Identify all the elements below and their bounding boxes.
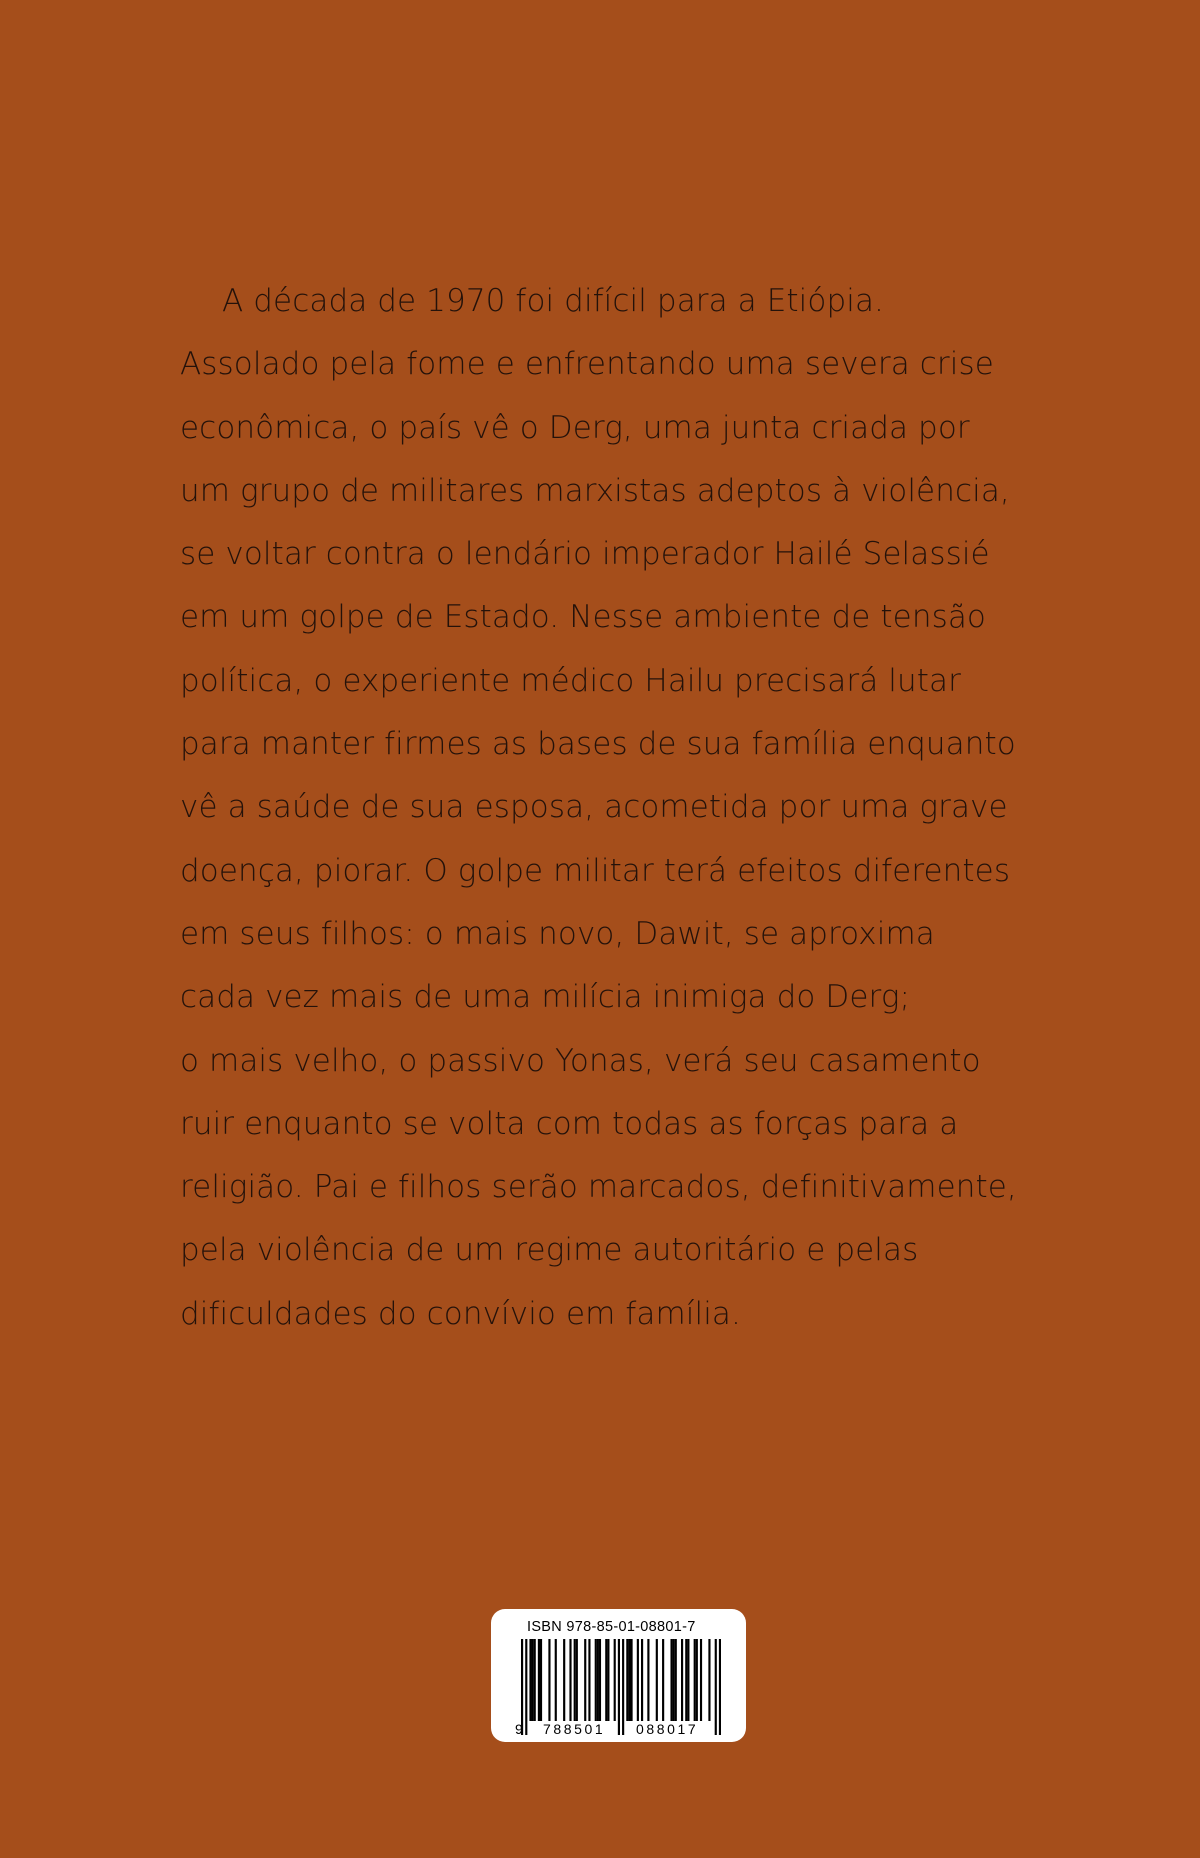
synopsis-line: religião. Pai e filhos serão marcados, definitivamente,: [180, 1169, 1017, 1206]
barcode-bar: [630, 1639, 632, 1721]
barcode-bar: [715, 1639, 717, 1735]
barcode-bar: [555, 1639, 557, 1721]
barcode-bar: [595, 1639, 597, 1721]
barcode-bar: [614, 1639, 616, 1721]
barcode-bar: [700, 1639, 702, 1721]
barcode-bar: [696, 1639, 698, 1721]
synopsis-text: [180, 270, 1060, 1346]
synopsis-line: para manter firmes as bases de sua família enquanto: [180, 726, 1016, 763]
barcode-bar: [622, 1639, 624, 1735]
barcode-bar: [548, 1639, 550, 1721]
barcode-bar: [656, 1639, 658, 1721]
barcode-bar: [708, 1639, 710, 1721]
barcode-bar: [628, 1639, 630, 1721]
barcode-bar: [687, 1639, 689, 1721]
barcode-bar: [673, 1639, 675, 1721]
synopsis-line: em seus filhos: o mais novo, Dawit, se aproxima: [180, 915, 935, 952]
barcode-bar: [685, 1639, 687, 1721]
synopsis-line: Assolado pela fome e enfrentando uma severa crise: [180, 346, 994, 383]
synopsis-line: um grupo de militares marxistas adeptos à violência,: [180, 472, 1010, 509]
barcode-bar: [626, 1639, 628, 1721]
synopsis-line: dificuldades do convívio em família.: [180, 1295, 741, 1332]
synopsis-line: em um golpe de Estado. Nesse ambiente de tensão: [180, 599, 986, 636]
barcode-bar: [662, 1639, 664, 1721]
barcode-bar: [637, 1639, 639, 1721]
synopsis-line: vê a saúde de sua esposa, acometida por uma grave: [180, 789, 1008, 826]
synopsis-line: política, o experiente médico Hailu precisará lutar: [180, 662, 961, 699]
barcode-bar: [607, 1639, 609, 1721]
barcode-bar: [681, 1639, 683, 1721]
barcode-digits-right: 088017: [636, 1721, 699, 1737]
synopsis-line: pela violência de um regime autoritário e pelas: [180, 1232, 919, 1269]
synopsis-line: o mais velho, o passivo Yonas, verá seu casamento: [180, 1042, 981, 1079]
barcode-bar: [599, 1639, 601, 1721]
barcode-bar: [576, 1639, 578, 1721]
barcode-bar: [532, 1639, 534, 1721]
barcode-bar: [675, 1639, 677, 1721]
synopsis-line: A década de 1970 foi difícil para a Etiópia.: [222, 283, 884, 319]
barcode-bar: [569, 1639, 571, 1721]
barcode-bar: [694, 1639, 696, 1721]
barcode-bar: [574, 1639, 576, 1721]
barcode-bar: [525, 1639, 527, 1735]
barcode-bar: [641, 1639, 643, 1721]
isbn-number: ISBN 978-85-01-08801-7: [527, 1619, 696, 1635]
barcode-bar: [605, 1639, 607, 1721]
barcode-bar: [534, 1639, 536, 1721]
synopsis-line: ruir enquanto se volta com todas as forças para a: [180, 1105, 959, 1142]
barcode-bar: [588, 1639, 590, 1721]
synopsis-line: doença, piorar. O golpe militar terá efeitos diferentes: [180, 852, 1011, 889]
barcode-bar: [719, 1639, 721, 1735]
isbn-barcode-label: [491, 1609, 746, 1742]
barcode-digit-first: 9: [515, 1721, 523, 1737]
barcode-digits-left: 788501: [543, 1721, 606, 1737]
barcode-bar: [670, 1639, 672, 1721]
synopsis-line: cada vez mais de uma milícia inimiga do Derg;: [180, 979, 911, 1016]
barcode-bar: [538, 1639, 540, 1721]
barcode-bar: [584, 1639, 586, 1721]
barcode-bar: [597, 1639, 599, 1721]
barcode-bar: [529, 1639, 531, 1721]
synopsis-line: se voltar contra o lendário imperador Hailé Selassié: [180, 536, 990, 573]
synopsis-line: econômica, o país vê o Derg, uma junta criada por: [180, 409, 970, 446]
barcode-bar: [563, 1639, 565, 1721]
barcode-bar: [618, 1639, 620, 1735]
barcode-bar: [540, 1639, 542, 1721]
barcode-bar: [647, 1639, 649, 1721]
